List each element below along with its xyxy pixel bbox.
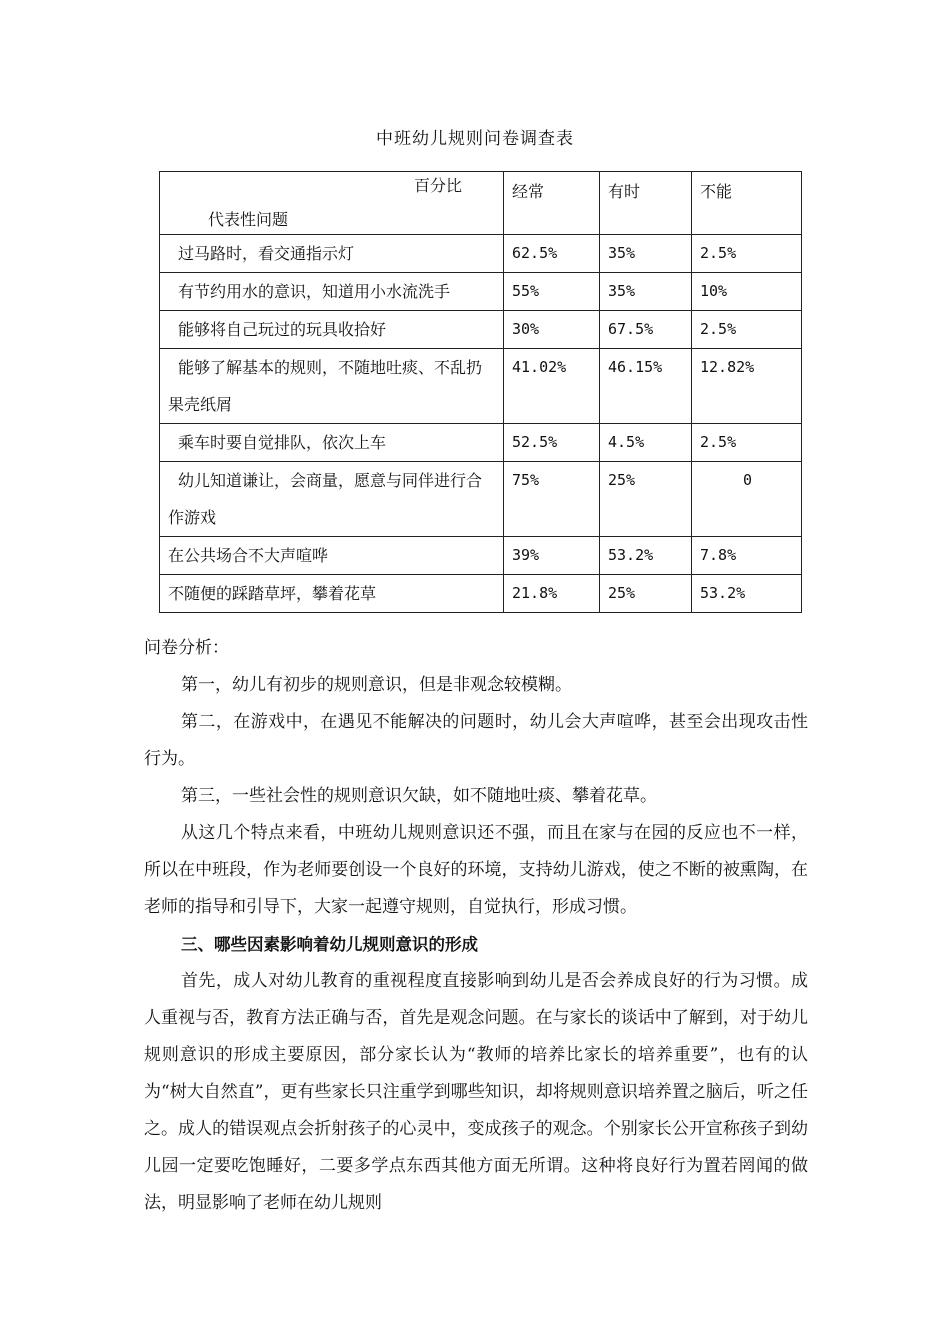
value-sometimes: 53.2% bbox=[600, 537, 692, 575]
value-often: 55% bbox=[504, 273, 600, 311]
table-row bbox=[160, 235, 802, 273]
value-never: 10% bbox=[692, 273, 802, 311]
analysis-paragraph: 第一，幼儿有初步的规则意识，但是非观念较模糊。 bbox=[181, 675, 572, 695]
table-row bbox=[160, 575, 802, 613]
value-often: 52.5% bbox=[504, 424, 600, 462]
table-row bbox=[160, 537, 802, 575]
value-sometimes: 25% bbox=[600, 462, 692, 537]
header-percent-label: 百分比 bbox=[414, 176, 463, 195]
table-header-row bbox=[160, 172, 802, 235]
table-row bbox=[160, 311, 802, 349]
question-cell: 有节约用水的意识，知道用小水流洗手 bbox=[160, 273, 504, 311]
section-heading: 三、哪些因素影响着幼儿规则意识的形成 bbox=[181, 935, 478, 954]
value-often: 75% bbox=[504, 462, 600, 537]
value-often: 41.02% bbox=[504, 349, 600, 424]
question-cell: 过马路时，看交通指示灯 bbox=[160, 235, 504, 273]
survey-table bbox=[159, 171, 802, 613]
table-row bbox=[160, 273, 802, 311]
value-sometimes: 35% bbox=[600, 235, 692, 273]
value-often: 39% bbox=[504, 537, 600, 575]
header-often: 经常 bbox=[504, 172, 600, 235]
table-row bbox=[160, 462, 802, 537]
analysis-label: 问卷分析： bbox=[144, 638, 229, 658]
value-sometimes: 35% bbox=[600, 273, 692, 311]
value-never: 2.5% bbox=[692, 311, 802, 349]
question-cell: 能够将自己玩过的玩具收拾好 bbox=[160, 311, 504, 349]
value-sometimes: 25% bbox=[600, 575, 692, 613]
analysis-paragraph: 第三，一些社会性的规则意识欠缺，如不随地吐痰、攀着花草。 bbox=[181, 786, 657, 806]
question-cell: 乘车时要自觉排队，依次上车 bbox=[160, 424, 504, 462]
header-never: 不能 bbox=[692, 172, 802, 235]
header-question-label: 代表性问题 bbox=[208, 210, 289, 229]
value-never: 12.82% bbox=[692, 349, 802, 424]
body-text bbox=[144, 630, 808, 1222]
value-sometimes: 67.5% bbox=[600, 311, 692, 349]
header-sometimes: 有时 bbox=[600, 172, 692, 235]
table-title: 中班幼儿规则问卷调查表 bbox=[376, 129, 574, 149]
analysis-paragraph: 从这几个特点来看，中班幼儿规则意识还不强，而且在家与在园的反应也不一样，所以在中班段，作为老师要创设一个良好的环境，支持幼儿游戏，使之不断的被熏陶，在老师的指导和引导下，大家一起遵守规则，自觉执行，形成习惯。 bbox=[144, 823, 808, 917]
value-often: 30% bbox=[504, 311, 600, 349]
table-row bbox=[160, 424, 802, 462]
header-corner-cell bbox=[160, 172, 504, 235]
question-cell: 在公共场合不大声喧哗 bbox=[160, 537, 504, 575]
value-often: 62.5% bbox=[504, 235, 600, 273]
section-paragraph: 首先，成人对幼儿教育的重视程度直接影响到幼儿是否会养成良好的行为习惯。成人重视与否，教育方法正确与否，首先是观念问题。在与家长的谈话中了解到，对于幼儿规则意识的形成主要原因，部分家长认为“教师的培养比家长的培养重要”，也有的认为“树大自然直”，更有些家长只注重学到哪些知识，却将规则意识培养置之脑后，听之任之。成人的错误观点会折射孩子的心灵中，变成孩子的观念。个别家长公开宣称孩子到幼儿园一定要吃饱睡好，二要多学点东西其他方面无所谓。这种将良好行为置若罔闻的做法，明显影响了老师在幼儿规则 bbox=[144, 971, 808, 1213]
value-never: 0 bbox=[692, 462, 802, 537]
value-sometimes: 4.5% bbox=[600, 424, 692, 462]
question-cell: 不随便的踩踏草坪，攀着花草 bbox=[160, 575, 504, 613]
value-never: 2.5% bbox=[692, 235, 802, 273]
value-never: 2.5% bbox=[692, 424, 802, 462]
value-never: 53.2% bbox=[692, 575, 802, 613]
table-row bbox=[160, 349, 802, 424]
value-often: 21.8% bbox=[504, 575, 600, 613]
question-cell: 幼儿知道谦让，会商量，愿意与同伴进行合作游戏 bbox=[160, 462, 504, 537]
value-sometimes: 46.15% bbox=[600, 349, 692, 424]
question-cell: 能够了解基本的规则，不随地吐痰、不乱扔果壳纸屑 bbox=[160, 349, 504, 424]
analysis-paragraph: 第二，在游戏中，在遇见不能解决的问题时，幼儿会大声喧哗，甚至会出现攻击性行为。 bbox=[144, 712, 808, 769]
value-never: 7.8% bbox=[692, 537, 802, 575]
